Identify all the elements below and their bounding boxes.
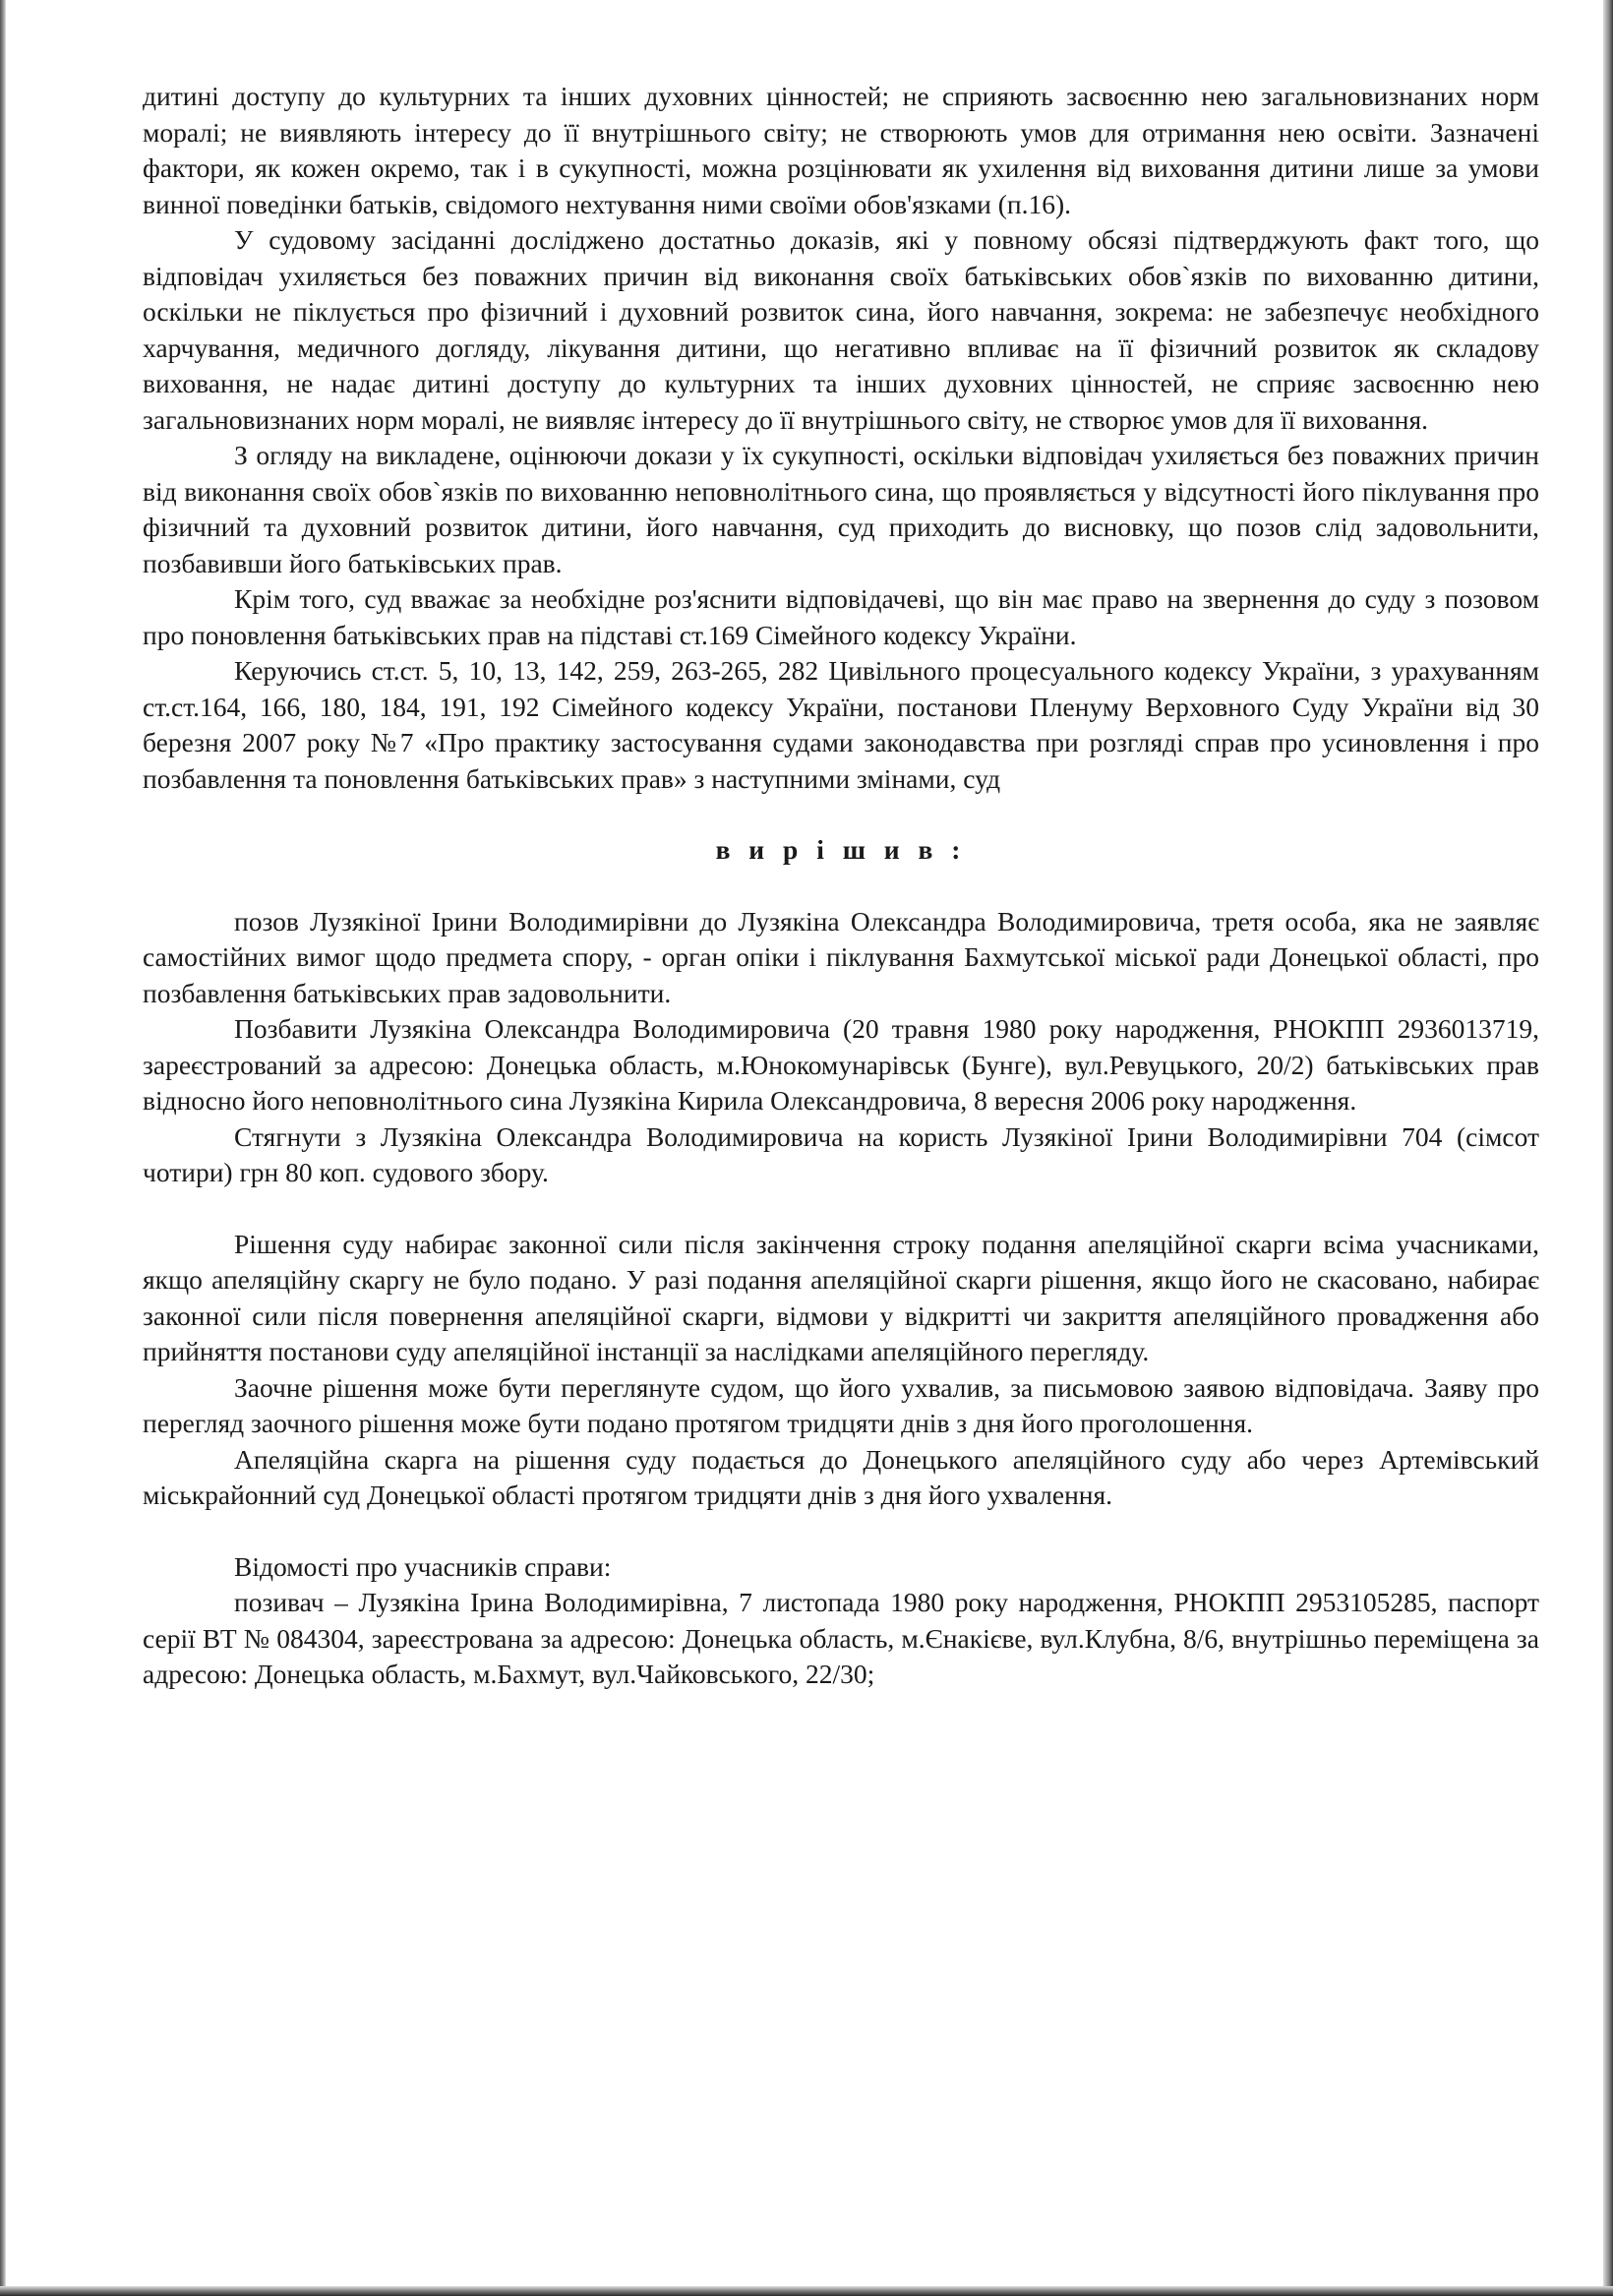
resolution-claim: позов Лузякіної Ірини Володимирівни до Лузякіна Олександра Володимировича, третя особа, яка не заявляє самостійних вимог щодо предмета спору, - орган опіки і піклування Бахмутської міської ради Донецької області, про позбавлення батьківських прав задовольнити. [143,905,1539,1008]
scan-edge-right [1603,0,1613,2296]
decision-heading: в и р і ш и в : [715,834,967,865]
scan-edge-left [0,0,6,2296]
appeal-paragraph: Апеляційна скарга на рішення суду подається до Донецького апеляційного суду або через Артемівський міськрайонний суд Донецької області протягом тридцяти днів з дня його ухвалення. [143,1443,1539,1510]
scan-edge-bottom [0,2286,1613,2296]
paragraph-clarification: Крім того, суд вважає за необхідне роз'яснити відповідачеві, що він має право на звернення до суду з позовом про поновлення батьківських прав на підставі ст.169 Сімейного кодексу України. [143,583,1539,650]
participant-plaintiff: позивач – Лузякіна Ірина Володимирівна, 7 листопада 1980 року народження, РНОКПП 2953105285, паспорт серії ВТ № 084304, зареєстрована за адресою: Донецька область, м.Єнакієве, вул.Клубна, 8/6, внутрішньо переміщена за адресою: Донецька область, м.Бахмут, вул.Чайковського, 22/30; [143,1587,1539,1689]
resolution-court-fee: Стягнути з Лузякіна Олександра Володимировича на користь Лузякіної Ірини Володимирівни 704 (сімсот чотири) грн 80 коп. судового збору. [143,1120,1539,1187]
paragraph-evidence: У судовому засіданні досліджено достатньо доказів, які у повному обсязі підтверджують факт того, що відповідач ухиляється без поважних причин від виконання своїх батьківських обов`язків по вихованню дитини, оскільки не піклується про фізичний і духовний розвиток сина, його навчання, зокрема: не забезпечує необхідного харчування, медичного догляду, лікування дитини, що негативно впливає на її фізичний розвиток як складову виховання, не надає дитині доступу до культурних та інших духовних цінностей, не сприяє засвоєнню нею загальновизнаних норм моралі, не виявляє інтересу до її внутрішнього світу, не створює умов для її виховання. [143,224,1539,435]
legal-force-paragraph: Рішення суду набирає законної сили після закінчення строку подання апеляційної скарги всіма учасниками, якщо апеляційну скаргу не було подано. У разі подання апеляційної скарги рішення, якщо його не скасовано, набирає законної сили після повернення апеляційної скарги, відмови у відкритті чи закриття апеляційного провадження або прийняття постанови суду апеляційної інстанції за наслідками апеляційного перегляду. [143,1228,1539,1366]
participants-heading: Відомості про учасників справи: [234,1550,612,1582]
resolution-deprivation: Позбавити Лузякіна Олександра Володимировича (20 травня 1980 року народження, РНОКПП 2936013719, зареєстрований за адресою: Донецька область, м.Юнокомунарівськ (Бунге), вул.Ревуцького, 20/2) батьківських прав відносно його неповнолітнього сина Лузякіна Кирила Олександровича, 8 вересня 2006 року народження. [143,1013,1539,1116]
section-gap [143,1191,1539,1227]
paragraph-continuation: дитині доступу до культурних та інших духовних цінностей; не сприяють засвоєнню нею загальновизнаних норм моралі; не виявляють інтересу до її внутрішнього світу; не створюють умов для отримання нею освіти. Зазначені фактори, як кожен окремо, так і в сукупності, можна розцінювати як ухилення від виховання дитини лише за умови винної поведінки батьків, свідомого нехтування ними своїми обов'язками (п.16). [143,81,1539,219]
default-judgment-paragraph: Заочне рішення може бути переглянуте судом, що його ухвалив, за письмовою заявою відповідача. Заяву про перегляд заочного рішення може бути подано протягом тридцяти днів з дня його проголошення. [143,1371,1539,1438]
section-gap [143,1514,1539,1549]
paragraph-conclusion: З огляду на викладене, оцінюючи докази у їх сукупності, оскільки відповідач ухиляється без поважних причин від виконання своїх обов`язків по вихованню неповнолітнього сина, що проявляється у відсутності його піклування про фізичний та духовний розвиток дитини, його навчання, суд приходить до висновку, що позов слід задовольнити, позбавивши його батьківських прав. [143,440,1539,578]
document-page [143,79,1539,1693]
paragraph-legal-basis: Керуючись ст.ст. 5, 10, 13, 142, 259, 263-265, 282 Цивільного процесуального кодексу України, з урахуванням ст.ст.164, 166, 180, 184, 191, 192 Сімейного кодексу України, постанови Пленуму Верховного Суду України від 30 березня 2007 року №7 «Про практику застосування судами законодавства при розгляді справ про усиновлення і про позбавлення та поновлення батьківських прав» з наступними змінами, суд [143,655,1539,794]
